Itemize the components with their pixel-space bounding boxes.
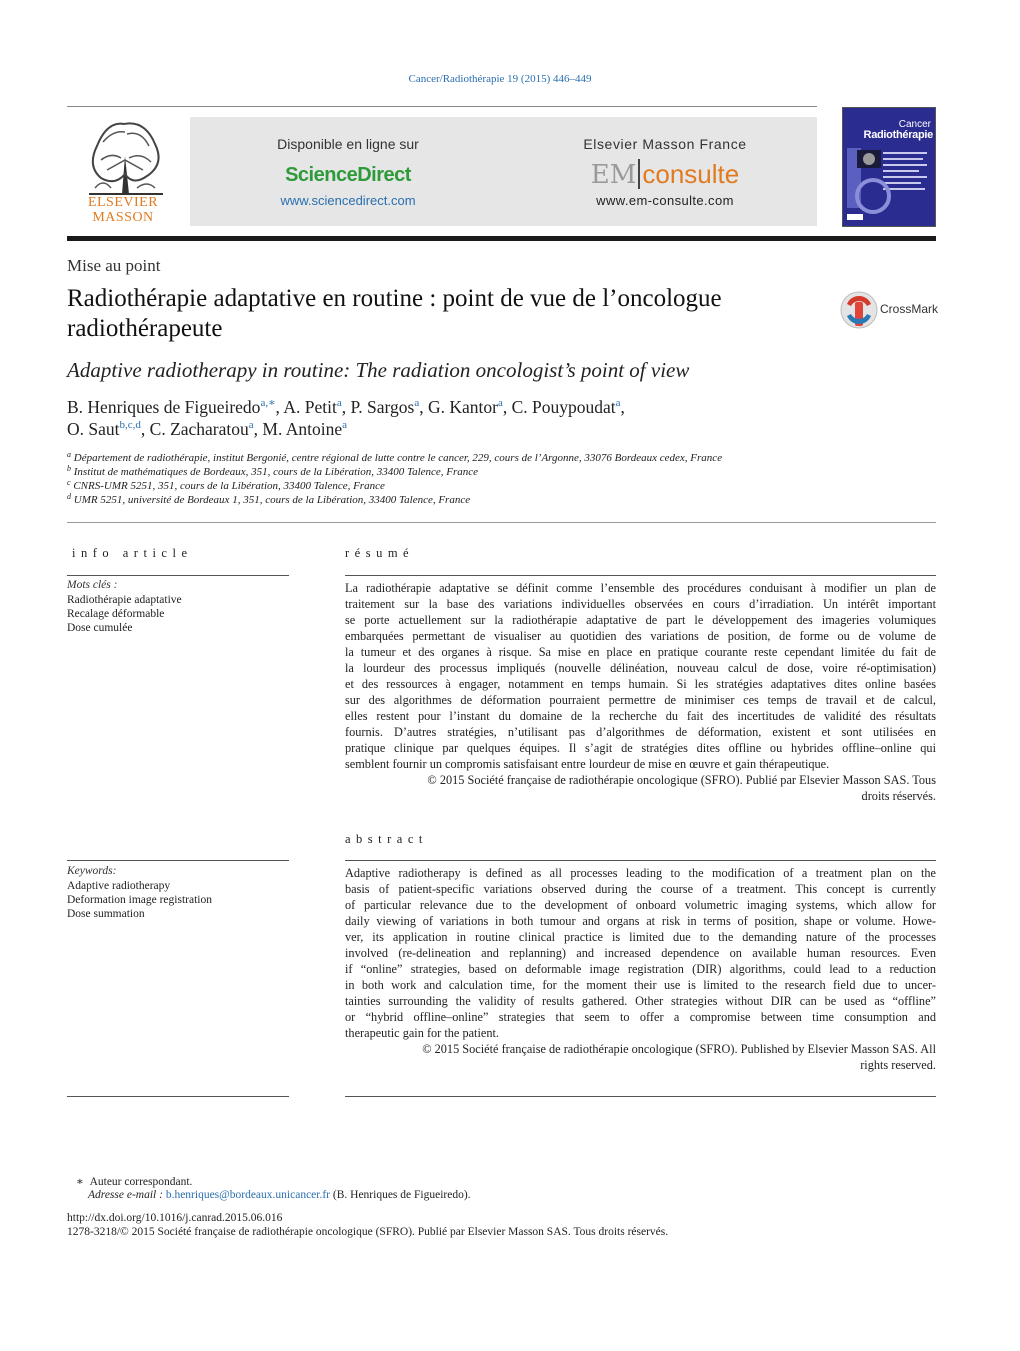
resume-line: semblent fournir un compromis satisfaisant entre lourdeur de mise en œuvre et gain thérapeutique.: [345, 757, 830, 771]
author-line-1: B. Henriques de Figueiredo$^{a,∗}$, A. Petit$^a$, P. Sargos$^a$, G. Kantor$^a$, C. Pouypoudat$^a$,: [67, 397, 625, 417]
email-link[interactable]: b.henriques@bordeaux.unicancer.fr: [165, 1189, 331, 1201]
email-owner: (B. Henriques de Figueiredo).: [332, 1189, 471, 1201]
abstract-bottom-rule: [345, 1096, 936, 1097]
article-title-line-1: Radiothérapie adaptative en routine : point de vue de l’oncologue: [67, 285, 722, 312]
author-name: G. Kantor: [427, 397, 498, 417]
keywords-rule: [67, 860, 289, 861]
resume-line: et des ressources à engager, notamment en temps humain. Si les stratégies adaptatives dites online basées: [345, 677, 936, 691]
abstract-heading: abstract: [345, 832, 428, 846]
keyword: Radiothérapie adaptative: [67, 594, 182, 606]
abstract-rule: [345, 860, 936, 861]
abstract-line: involved (re-delineation and replanning) and increased dependence on available human resources. Even: [345, 946, 936, 960]
author-line-2: O. Saut$^{b,c,d}$, C. Zacharatou$^a$, M. Antoine$^a$: [67, 419, 348, 439]
masson-wordmark: MASSON: [92, 210, 154, 225]
keyword: Dose summation: [67, 908, 145, 920]
author-affiliation-mark[interactable]: a: [248, 419, 254, 431]
author-name: B. Henriques de Figueiredo: [67, 397, 261, 417]
info-article-heading: info article: [72, 546, 193, 560]
keyword: Adaptive radiotherapy: [67, 880, 171, 892]
sciencedirect-logo[interactable]: ScienceDirect: [285, 164, 411, 186]
em-consulte-consulte: consulte: [642, 159, 740, 189]
abstract-line: if “online” strategies, based on deformable image registration (DIR) algorithms, could lead to a reduction: [345, 962, 936, 976]
affiliation: $^c$ CNRS-UMR 5251, 351, cours de la Libération, 33400 Talence, France: [67, 478, 385, 492]
resume-body: [345, 580, 936, 804]
cover-title-radiotherapie: Radiothérapie: [863, 129, 933, 141]
affiliation: $^a$ Département de radiothérapie, institut Bergonié, centre régional de lutte contre le cancer, 229, cours de l’Argonne, 33076 Bordeaux cedex, France: [67, 450, 723, 464]
resume-line: embarquées permettant de visualiser au quotidien des variations de position, de forme ou de volume de: [345, 629, 936, 643]
email-note: [88, 1189, 471, 1201]
resume-line: la lourdeur des processus impliqués (nouvelle délinéation, nouveau calcul de dose, voire ré-optimisation): [345, 661, 936, 675]
resume-line: La radiothérapie adaptative se définit comme l’ensemble des procédures conduisant à modifier un plan de: [345, 581, 936, 595]
header-bottom-rule: [67, 236, 936, 241]
abstract-copyright: © 2015 Société française de radiothérapie oncologique (SFRO). Published by Elsevier Masson SAS. All: [422, 1042, 936, 1056]
abstract-copyright-end: rights reserved.: [860, 1058, 936, 1072]
author-affiliation-mark[interactable]: a: [615, 397, 621, 409]
resume-copyright-end: droits réservés.: [861, 789, 936, 803]
abstract-line: Adaptive radiotherapy is defined as all processes leading to the modification of a treatment plan on the: [345, 866, 936, 880]
elsevier-masson-france-text: Elsevier Masson France: [583, 136, 747, 152]
info-article-rule: [67, 575, 289, 576]
corresponding-author-note: ∗ Auteur correspondant.: [76, 1176, 193, 1188]
resume-line: traitement sur la base des variations individuelles observées en cours d’irradiation. Un intérêt important: [345, 597, 936, 611]
article-title-line-2: radiothérapeute: [67, 315, 223, 342]
resume-line: se porte actuellement sur la radiothérapie adaptative de part le développement des imageries volumiques: [345, 613, 936, 627]
author-name: A. Petit: [283, 397, 337, 417]
author-name: C. Pouypoudat: [511, 397, 616, 417]
available-online-text: Disponible en ligne sur: [277, 136, 419, 152]
abstract-line: tainties surrounding the validity of results gathered. Other strategies without DIR can be used as “offline”: [345, 994, 936, 1008]
article-title: [67, 284, 807, 344]
author-name: C. Zacharatou: [149, 419, 249, 439]
english-title: Adaptive radiotherapy in routine: The radiation oncologist’s point of view: [67, 358, 690, 382]
em-consulte-logo[interactable]: [530, 159, 800, 190]
footnote-mark: ∗: [76, 1176, 84, 1188]
abstract-body: [345, 865, 936, 1073]
author-name: P. Sargos: [350, 397, 415, 417]
crossmark-badge[interactable]: [840, 290, 940, 330]
keyword: Recalage déformable: [67, 608, 165, 620]
affiliation: $^b$ Institut de mathématiques de Bordeaux, 351, cours de la Libération, 33400 Talence, France: [67, 464, 479, 478]
cover-artwork: [843, 144, 935, 226]
author-name: O. Saut: [67, 419, 120, 439]
resume-line: la tumeur et des organes à risque. Sa mise en place en pratique courante reste cependant limitée du fait de: [345, 645, 936, 659]
elsevier-wordmark: ELSEVIER: [87, 195, 159, 210]
resume-line: pratique clinique par quelques équipes. Il s’agit de stratégies dites offline ou hybrides offline–online qui: [345, 741, 936, 755]
crossmark-icon: [840, 290, 878, 330]
author-affiliation-mark[interactable]: a: [336, 397, 342, 409]
affiliation-separator: [67, 522, 936, 523]
abstract-line: or “hybrid offline–online” strategies that seem to offer a compromise between time consumption and: [345, 1010, 936, 1024]
crossmark-label: CrossMark: [880, 302, 939, 316]
em-consulte-link[interactable]: www.em-consulte.com: [596, 193, 734, 208]
affiliation: $^d$ UMR 5251, université de Bordeaux 1, 351, cours de la Libération, 33400 Talence, France: [67, 492, 471, 506]
abstract-line: in both work and calculation time, for the moment their use is limited to the research field due to uncer-: [345, 978, 936, 992]
abstract-line: therapeutic gain for the patient.: [345, 1026, 499, 1040]
author-affiliation-mark[interactable]: a: [497, 397, 503, 409]
author-affiliation-mark[interactable]: a: [414, 397, 420, 409]
resume-heading: résumé: [345, 546, 415, 560]
abstract-line: daily viewing of variations in both tumour and organs at risk in terms of position, shape or volume. Howe-: [345, 914, 936, 928]
sciencedirect-link[interactable]: www.sciencedirect.com: [280, 193, 416, 208]
em-consulte-divider: [638, 159, 640, 189]
resume-rule: [345, 575, 936, 576]
email-label: Adresse e-mail :: [88, 1189, 163, 1201]
author-affiliation-mark[interactable]: b,c,d: [119, 419, 141, 431]
resume-line: sur des algorithmes de déformation pourraient permettre de minimiser ces temps de travail et de calcul,: [345, 693, 936, 707]
author-affiliation-mark[interactable]: a,∗: [260, 397, 276, 409]
abstract-line: basis of patient-specific variations observed during the course of a treatment. This concept is currently: [345, 882, 936, 896]
header-top-rule: [67, 106, 817, 107]
resume-line: fournis. D’autres stratégies, n’utilisant pas d’algorithmes de déformation, existent et sont utilisées en: [345, 725, 936, 739]
abstract-line: of particular relevance due to the development of onboard volumetric imaging systems, which allow for: [345, 898, 936, 912]
journal-cover-thumbnail[interactable]: [842, 107, 936, 227]
cover-title-cancer: Cancer: [898, 119, 931, 130]
mots-cles-label: Mots clés :: [67, 579, 118, 591]
abstract-line: ver, its application in routine clinical practice is limited due to the demanding nature of the processes: [345, 930, 936, 944]
issn-copyright-line: 1278-3218/© 2015 Société française de radiothérapie oncologique (SFRO). Publié par Elsevier Masson SAS. Tous droits réservés.: [67, 1226, 669, 1238]
article-type: Mise au point: [67, 256, 161, 275]
keyword: Deformation image registration: [67, 894, 212, 906]
keywords-bottom-rule: [67, 1096, 289, 1097]
resume-line: elles restent pour l’instant du domaine de la recherche du fait des incertitudes de validité des résultats: [345, 709, 936, 723]
availability-banner: [190, 117, 817, 226]
keyword: Dose cumulée: [67, 622, 133, 634]
journal-reference[interactable]: Cancer/Radiothérapie 19 (2015) 446–449: [408, 73, 592, 85]
resume-copyright: © 2015 Société française de radiothérapie oncologique (SFRO). Publié par Elsevier Masson SAS. Tous: [427, 773, 936, 787]
em-consulte-em: EM: [590, 160, 637, 190]
author-list: [67, 396, 927, 440]
doi-link[interactable]: http://dx.doi.org/10.1016/j.canrad.2015.06.016: [67, 1212, 283, 1224]
author-name: M. Antoine: [262, 419, 343, 439]
keywords-label: Keywords:: [67, 865, 117, 877]
author-affiliation-mark[interactable]: a: [342, 419, 348, 431]
